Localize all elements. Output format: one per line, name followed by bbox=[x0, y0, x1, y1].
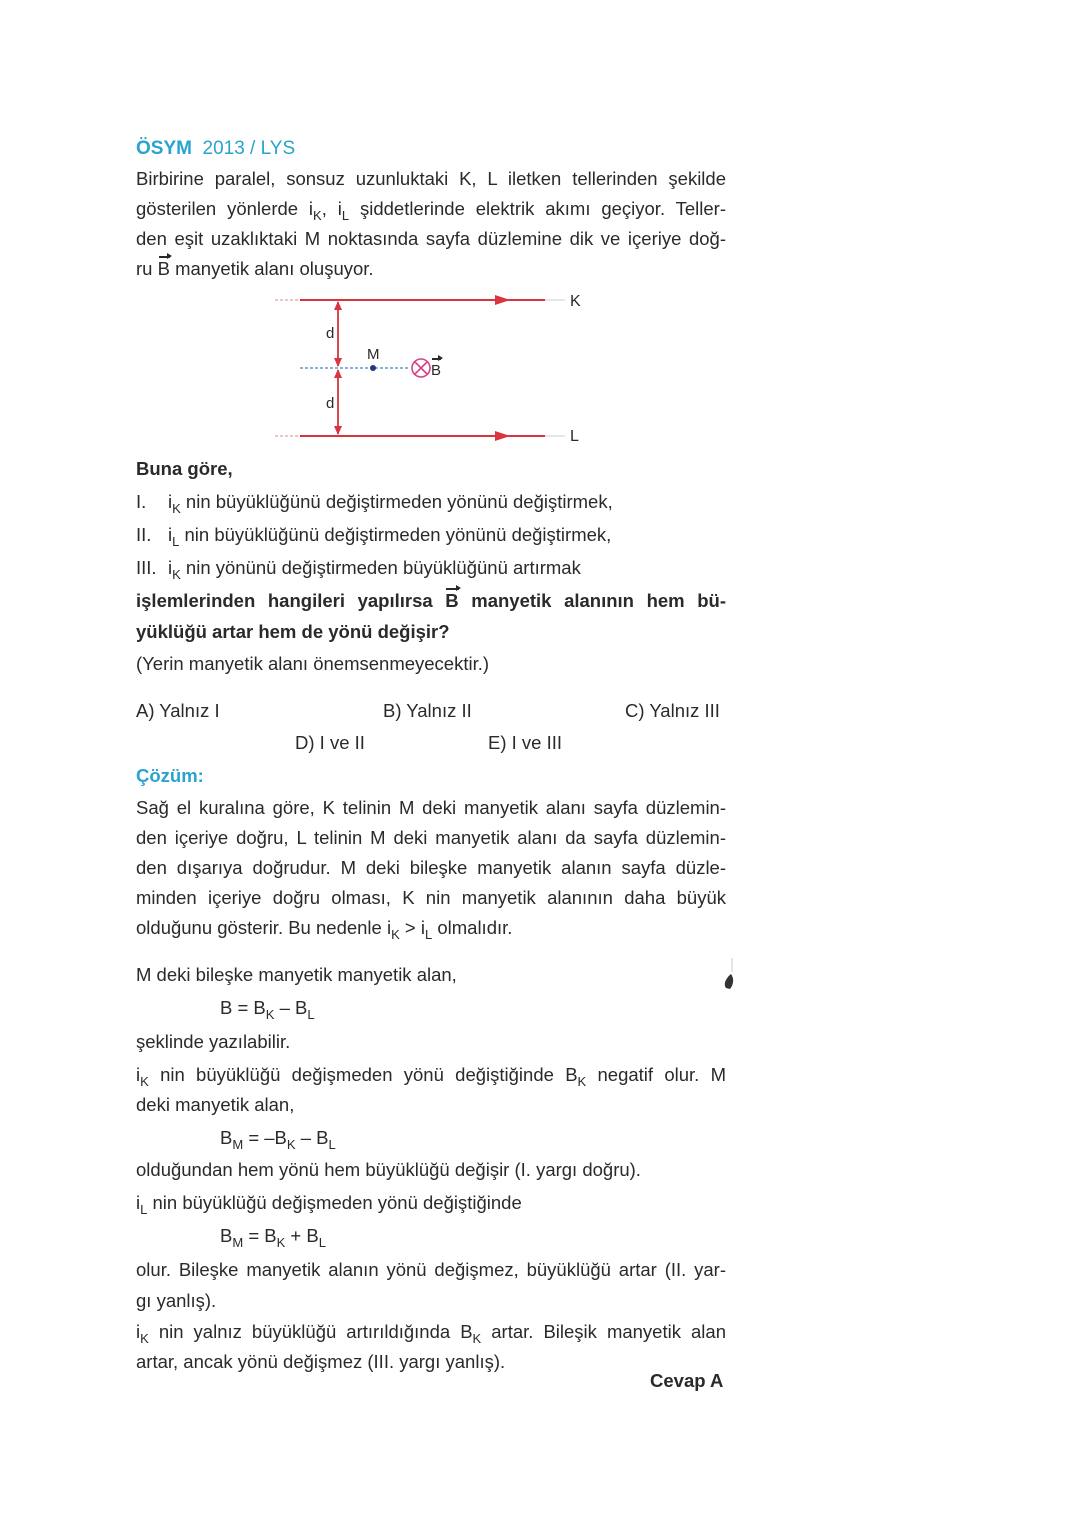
option-c[interactable]: C) Yalnız III bbox=[625, 700, 720, 721]
prompt-line-1: işlemlerinden hangileri yapılırsa B manyetik alanının hem bü- bbox=[136, 590, 727, 611]
intro-line-2: gösterilen yönlerde $i_K$, $i_L$ şiddetlerinde elektrik akımı geçiyor. Teller- bbox=[136, 198, 726, 223]
resultant-field-line: M deki bileşke manyetik manyetik alan, bbox=[136, 964, 457, 985]
lead-text: Buna göre, bbox=[136, 458, 233, 479]
written-as-line: şeklinde yazılabilir. bbox=[136, 1031, 291, 1052]
solution-para-line-3: den dışarıya doğrudur. M deki bileşke manyetik alanın sayfa düzle- bbox=[136, 857, 726, 878]
statement-1: I. $i_K$ nin büyüklüğünü değiştirmeden yönünü değiştirmek, bbox=[136, 491, 613, 516]
il-change-line: $i_L$ nin büyüklüğü değişmeden yönü değiştiğinde bbox=[136, 1192, 522, 1217]
solution-para-line-5: olduğunu gösterir. Bu nedenle $i_K > i_L$ olmalıdır. bbox=[136, 917, 513, 942]
ik-increase-line: $i_K$ nin yalnız büyüklüğü artırıldığında $B_K$ artar. Bileşik manyetik alan bbox=[136, 1321, 726, 1346]
field-label-b: B bbox=[431, 360, 441, 382]
exam-year: 2013 / LYS bbox=[202, 138, 296, 159]
field-at-m-line: deki manyetik alan, bbox=[136, 1094, 295, 1115]
prompt-line-2: yüklüğü artar hem de yönü değişir? bbox=[136, 621, 450, 642]
solution-para-line-2: den içeriye doğru, L telinin M deki manyetik alanı da sayfa düzlemin- bbox=[136, 827, 726, 848]
source-label: ÖSYM bbox=[136, 138, 192, 159]
solution-para-line-4: minden içeriye doğru olması, K nin manyetik alanının daha büyük bbox=[136, 887, 726, 908]
intro-line-4: ru B manyetik alanı oluşuyor. bbox=[136, 258, 374, 279]
distance-label-bottom: d bbox=[326, 395, 335, 412]
equation-2: $B_M = -B_K - B_L$ bbox=[220, 1127, 336, 1152]
statement-2-result: olur. Bileşke manyetik alanın yönü değişmez, büyüklüğü artar (II. yar- bbox=[136, 1259, 726, 1280]
note-text: (Yerin manyetik alanı önemsenmeyecektir.) bbox=[136, 653, 490, 674]
solution-heading: Çözüm: bbox=[136, 765, 204, 786]
equation-1: $B = B_K - B_L$ bbox=[220, 997, 315, 1022]
option-a[interactable]: A) Yalnız I bbox=[136, 700, 220, 721]
statement-1-result: olduğundan hem yönü hem büyüklüğü değişir (I. yargı doğru). bbox=[136, 1159, 641, 1180]
statement-3: III. $i_K$ nin yönünü değiştirmeden büyüklüğünü artırmak bbox=[136, 557, 581, 582]
option-b[interactable]: B) Yalnız II bbox=[383, 700, 472, 721]
statement-3-result: artar, ancak yönü değişmez (III. yargı yanlış). bbox=[136, 1351, 506, 1372]
statement-2: II. $i_L$ nin büyüklüğünü değiştirmeden yönünü değiştirmek, bbox=[136, 524, 612, 549]
option-e[interactable]: E) I ve III bbox=[488, 732, 563, 753]
intro-line-3: den eşit uzaklıktaki M noktasında sayfa düzlemine dik ve içeriye doğ- bbox=[136, 228, 726, 249]
vector-b: B bbox=[157, 258, 170, 279]
source-header bbox=[136, 138, 295, 160]
solution-para-line-1: Sağ el kuralına göre, K telinin M deki manyetik alanı sayfa düzlemin- bbox=[136, 797, 726, 818]
distance-label-top: d bbox=[326, 325, 335, 342]
statement-2-result-cont: gı yanlış). bbox=[136, 1290, 217, 1311]
equation-3: $B_M = B_K + B_L$ bbox=[220, 1225, 326, 1250]
intro-line-1: Birbirine paralel, sonsuz uzunluktaki K, L iletken tellerinden şekilde bbox=[136, 168, 726, 189]
option-d[interactable]: D) I ve II bbox=[295, 732, 365, 753]
wire-label-l: L bbox=[570, 428, 579, 445]
wire-label-k: K bbox=[570, 293, 581, 310]
ink-smudge-icon bbox=[722, 958, 736, 992]
ik-change-line: $i_K$ nin büyüklüğü değişmeden yönü değiştiğinde $B_K$ negatif olur. M bbox=[136, 1064, 726, 1089]
answer-label: Cevap A bbox=[650, 1370, 724, 1391]
point-label-m: M bbox=[367, 346, 380, 363]
